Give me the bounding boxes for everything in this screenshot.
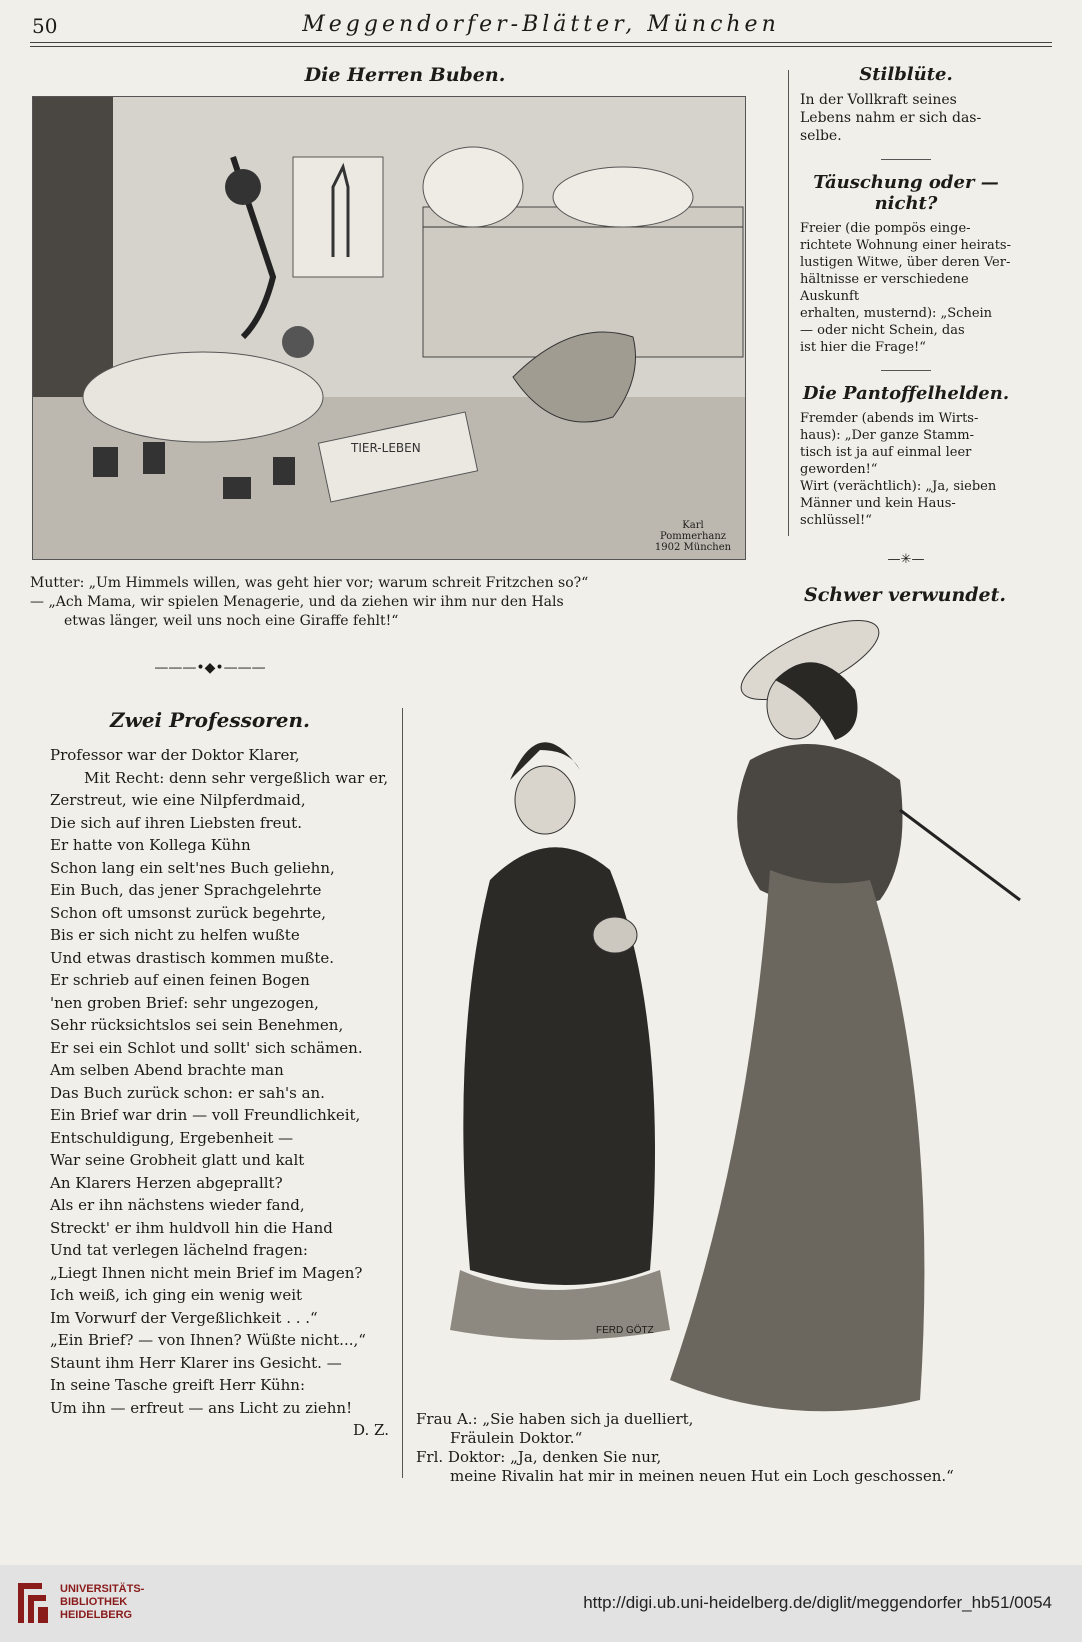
poem-author: D. Z.	[353, 1421, 389, 1439]
poem-body	[50, 744, 395, 1442]
pantoffel-line: Wirt (verächtlich): „Ja, sieben	[800, 479, 997, 494]
poem-line: Zerstreut, wie eine Nilpferdmaid,	[50, 791, 306, 809]
pantoffel-line: Fremder (abends im Wirts-	[800, 411, 979, 426]
poem-line: In seine Tasche greift Herr Kühn:	[50, 1376, 305, 1394]
poem-line: Entschuldigung, Ergebenheit —	[50, 1128, 294, 1147]
library-name	[60, 1583, 144, 1622]
cartoon2-caption	[416, 1410, 1056, 1486]
poem-line: Ein Buch, das jener Sprachgelehrte	[50, 881, 322, 899]
sidebar-separator	[881, 159, 931, 160]
poem-line: Er sei ein Schlot und sollt' sich schämen.	[50, 1038, 363, 1057]
cartoon1-drawing	[33, 97, 745, 559]
header-rule	[30, 42, 1052, 47]
poem-line: Mit Recht: denn sehr vergeßlich war er,	[84, 768, 389, 787]
cartoon2-illustration	[420, 610, 1070, 1430]
pantoffel-line: Männer und kein Haus-	[800, 496, 956, 511]
cartoon1-caption-line: Mutter: „Um Himmels willen, was geht hier vor; warum schreit Fritzchen so?“	[30, 575, 589, 591]
poster-label: TIER-LEBEN	[351, 441, 421, 455]
stilbluete-title: Stilblüte.	[859, 64, 953, 85]
cartoon2-caption-line: meine Rivalin hat mir in meinen neuen Hut ein Loch geschossen.“	[450, 1467, 954, 1485]
sidebar-ornament: —✳—	[887, 552, 925, 567]
poem-divider: ———•◆•———	[154, 660, 266, 676]
library-logo-icon	[14, 1579, 50, 1627]
poem-line: Professor war der Doktor Klarer,	[50, 746, 300, 764]
sidebar-rule	[788, 70, 789, 536]
poem-line: Streckt' er ihm huldvoll hin die Hand	[50, 1218, 333, 1237]
poem-line: Im Vorwurf der Vergeßlichkeit . . .“	[50, 1308, 318, 1327]
library-line: UNIVERSITÄTS-	[60, 1583, 145, 1595]
cartoon2-drawing	[420, 610, 1070, 1430]
cartoon1-title: Die Herren Buben.	[304, 64, 506, 86]
poem-line: 'nen groben Brief: sehr ungezogen,	[50, 993, 319, 1012]
pantoffel-line: geworden!“	[800, 462, 878, 477]
poem-line: Um ihn — erfreut — ans Licht zu ziehn!	[50, 1398, 353, 1417]
poem-line: „Ein Brief? — von Ihnen? Wüßte nicht...,“	[50, 1331, 366, 1349]
cartoon2-title: Schwer verwundet.	[803, 584, 1007, 606]
library-line: BIBLIOTHEK	[60, 1596, 128, 1608]
poem-line: Schon oft umsonst zurück begehrte,	[50, 903, 327, 922]
journal-title: Meggendorfer-Blätter, München	[302, 12, 780, 37]
cartoon2-caption-line: Frl. Doktor: „Ja, denken Sie nur,	[416, 1448, 662, 1466]
stilbluete-line: selbe.	[800, 128, 842, 144]
poem-line: War seine Grobheit glatt und kalt	[50, 1151, 305, 1169]
poem-line: Ein Brief war drin — voll Freundlichkeit,	[50, 1106, 361, 1124]
sidebar-separator	[881, 370, 931, 371]
stilbluete-line: Lebens nahm er sich das-	[800, 110, 982, 126]
taeuschung-line: richtete Wohnung einer heirats-	[800, 238, 1011, 253]
taeuschung-line: erhalten, musternd): „Schein	[800, 306, 993, 321]
poem-line: Bis er sich nicht zu helfen wußte	[50, 926, 300, 944]
cartoon1-caption-line: etwas länger, weil uns noch eine Giraffe fehlt!“	[64, 613, 399, 629]
taeuschung-text	[800, 220, 1012, 356]
taeuschung-line: lustigen Witwe, über deren Ver-	[800, 255, 1011, 270]
library-line: HEIDELBERG	[60, 1609, 133, 1621]
poem-title: Zwei Professoren.	[110, 708, 310, 732]
page-header	[28, 10, 1054, 40]
footer-bar	[0, 1565, 1082, 1642]
taeuschung-line: Freier (die pompös einge-	[800, 221, 971, 236]
poem-line: Und tat verlegen lächelnd fragen:	[50, 1241, 308, 1259]
poem-line: Und etwas drastisch kommen mußte.	[50, 948, 335, 967]
cartoon2-caption-line: Fräulein Doktor.“	[450, 1429, 583, 1447]
pantoffel-text	[800, 410, 1012, 529]
poem-line: Am selben Abend brachte man	[50, 1061, 284, 1079]
pantoffel-line: tisch ist ja auf einmal leer	[800, 445, 972, 460]
poem-line: Das Buch zurück schon: er sah's an.	[50, 1083, 325, 1102]
taeuschung-line: — oder nicht Schein, das	[800, 323, 965, 338]
cartoon2-signature: FERD GÖTZ	[596, 1325, 654, 1336]
cartoon1-caption-line: — „Ach Mama, wir spielen Menagerie, und da ziehen wir ihm nur den Hals	[30, 594, 564, 610]
stilbluete-text	[800, 91, 1012, 145]
taeuschung-line: hältnisse er verschiedene Auskunft	[800, 272, 969, 304]
pantoffel-line: haus): „Der ganze Stamm-	[800, 428, 974, 443]
pantoffel-line: schlüssel!“	[800, 513, 872, 528]
cartoon1-signature: Karl Pommerhanz 1902 München	[654, 520, 732, 553]
poem-line: Schon lang ein selt'nes Buch geliehn,	[50, 858, 335, 877]
poem-line: „Liegt Ihnen nicht mein Brief im Magen?	[50, 1263, 363, 1282]
poem-line: Ich weiß, ich ging ein wenig weit	[50, 1286, 303, 1304]
cartoon2-caption-line: Frau A.: „Sie haben sich ja duelliert,	[416, 1410, 694, 1428]
pantoffel-title: Die Pantoffelhelden.	[802, 383, 1010, 404]
poem-line: An Klarers Herzen abgeprallt?	[50, 1173, 283, 1192]
taeuschung-title: Täuschung oder — nicht?	[813, 172, 999, 214]
cartoon1-illustration	[32, 96, 746, 560]
taeuschung-line: ist hier die Frage!“	[800, 340, 926, 355]
poem-column-rule	[402, 708, 403, 1478]
poem-line: Sehr rücksichtslos sei sein Benehmen,	[50, 1016, 344, 1034]
poem-line: Die sich auf ihren Liebsten freut.	[50, 813, 302, 832]
poem-line: Als er ihn nächstens wieder fand,	[50, 1196, 305, 1214]
poem-line: Staunt ihm Herr Klarer ins Gesicht. —	[50, 1353, 342, 1372]
poem-line: Er hatte von Kollega Kühn	[50, 836, 251, 854]
page-number: 50	[32, 14, 58, 38]
sidebar	[800, 64, 1012, 568]
poem-line: Er schrieb auf einen feinen Bogen	[50, 971, 310, 989]
source-url-link[interactable]: http://digi.ub.uni-heidelberg.de/diglit/meggendorfer_hb51/0054	[583, 1593, 1052, 1612]
stilbluete-line: In der Vollkraft seines	[800, 92, 957, 108]
